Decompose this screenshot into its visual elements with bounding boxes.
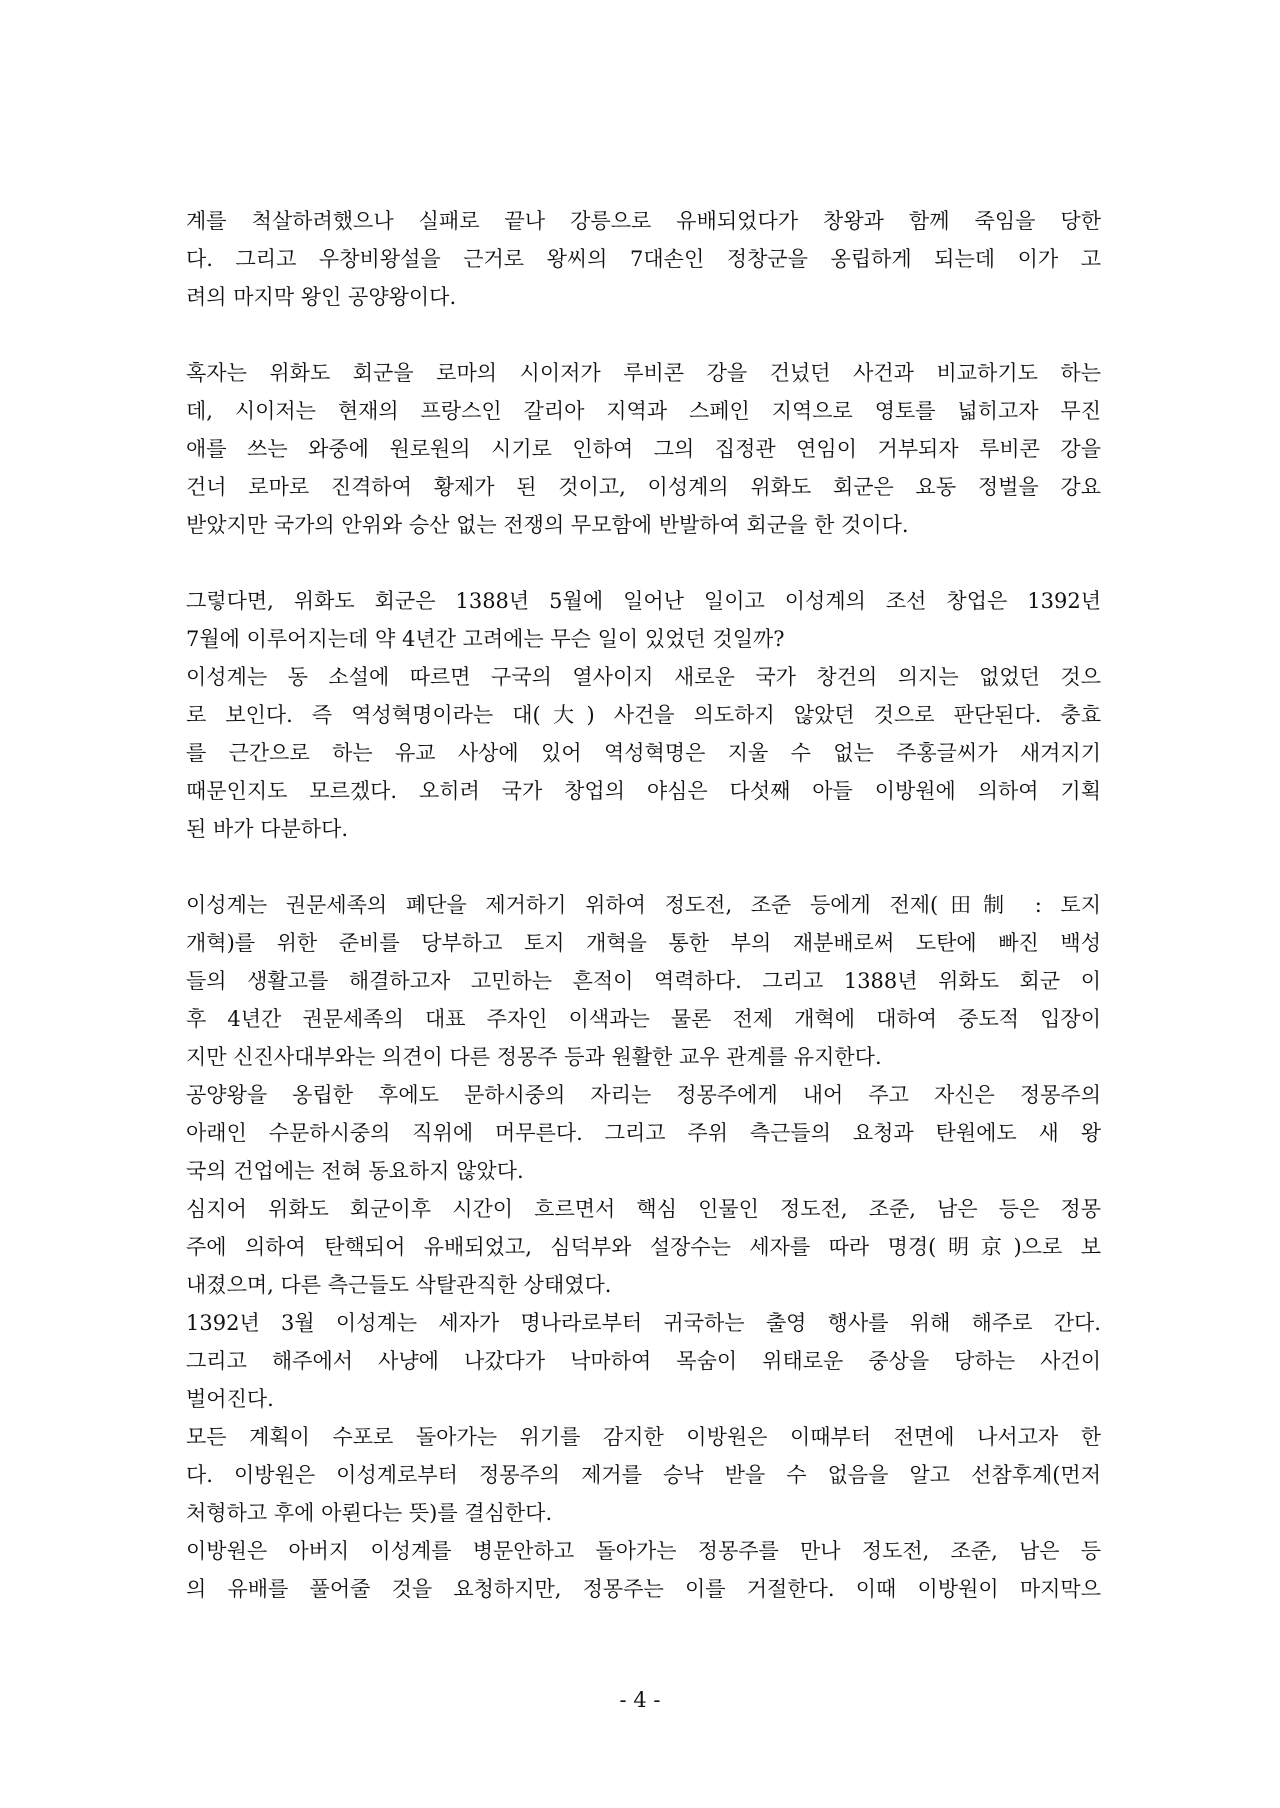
text-line: 후 4년간 권문세족의 대표 주자인 이색과는 물론 전제 개혁에 대하여 중도적 입장이 [186, 1007, 1101, 1031]
text-line: 애를 쓰는 와중에 원로원의 시기로 인하여 그의 집정관 연임이 거부되자 루비콘 강을 [186, 437, 1101, 461]
text-line: 받았지만 국가의 안위와 승산 없는 전쟁의 무모함에 반발하여 회군을 한 것이다. [186, 513, 909, 537]
text-line: 다. 이방원은 이성계로부터 정몽주의 제거를 승낙 받을 수 없음을 알고 선참후계(먼저 [186, 1463, 1101, 1487]
text-line: 주에 의하여 탄핵되어 유배되었고, 심덕부와 설장수는 세자를 따라 명경(明京)으로 보 [186, 1235, 1101, 1259]
paragraph [186, 1076, 1101, 1190]
paragraph-gap [186, 544, 1101, 582]
text-line: 들의 생활고를 해결하고자 고민하는 흔적이 역력하다. 그리고 1388년 위화도 회군 이 [186, 969, 1101, 993]
page-number: - 4 - [619, 1688, 661, 1712]
text-line: 아래인 수문하시중의 직위에 머무른다. 그리고 주위 측근들의 요청과 탄원에도 새 왕 [186, 1121, 1101, 1145]
text-line: 내졌으며, 다른 측근들도 삭탈관직한 상태였다. [186, 1273, 612, 1297]
text-line: 데, 시이저는 현재의 프랑스인 갈리아 지역과 스페인 지역으로 영토를 넓히고자 무진 [186, 399, 1101, 423]
paragraph [186, 886, 1101, 1076]
paragraph [186, 1532, 1101, 1608]
text-line: 때문인지도 모르겠다. 오히려 국가 창업의 야심은 다섯째 아들 이방원에 의하여 기획 [186, 779, 1101, 803]
text-line: 처형하고 후에 아뢴다는 뜻)를 결심한다. [186, 1501, 553, 1525]
paragraph [186, 1304, 1101, 1418]
text-line: 모든 계획이 수포로 돌아가는 위기를 감지한 이방원은 이때부터 전면에 나서고자 한 [186, 1425, 1101, 1449]
text-line: 를 근간으로 하는 유교 사상에 있어 역성혁명은 지울 수 없는 주홍글씨가 새겨지기 [186, 741, 1101, 765]
text-line: 이성계는 동 소설에 따르면 구국의 열사이지 새로운 국가 창건의 의지는 없었던 것으 [186, 665, 1101, 689]
text-line: 그렇다면, 위화도 회군은 1388년 5월에 일어난 일이고 이성계의 조선 창업은 1392년 [186, 589, 1101, 613]
paragraph [186, 354, 1101, 544]
text-line: 7월에 이루어지는데 약 4년간 고려에는 무슨 일이 있었던 것일까? [186, 627, 785, 651]
text-line: 개혁)를 위한 준비를 당부하고 토지 개혁을 통한 부의 재분배로써 도탄에 빠진 백성 [186, 931, 1101, 955]
text-line: 공양왕을 옹립한 후에도 문하시중의 자리는 정몽주에게 내어 주고 자신은 정몽주의 [186, 1083, 1101, 1107]
paragraph [186, 1190, 1101, 1304]
text-line: 다. 그리고 우창비왕설을 근거로 왕씨의 7대손인 정창군을 옹립하게 되는데 이가 고 [186, 247, 1101, 271]
text-line: 지만 신진사대부와는 의견이 다른 정몽주 등과 원활한 교우 관계를 유지한다. [186, 1045, 882, 1069]
text-line: 혹자는 위화도 회군을 로마의 시이저가 루비콘 강을 건넜던 사건과 비교하기도 하는 [186, 361, 1101, 385]
text-line: 로 보인다. 즉 역성혁명이라는 대(大) 사건을 의도하지 않았던 것으로 판단된다. 충효 [186, 703, 1101, 727]
text-line: 려의 마지막 왕인 공양왕이다. [186, 285, 457, 309]
text-line: 계를 척살하려했으나 실패로 끝나 강릉으로 유배되었다가 창왕과 함께 죽임을 당한 [186, 209, 1101, 233]
text-line: 심지어 위화도 회군이후 시간이 흐르면서 핵심 인물인 정도전, 조준, 남은 등은 정몽 [186, 1197, 1101, 1221]
text-line: 1392년 3월 이성계는 세자가 명나라로부터 귀국하는 출영 행사를 위해 해주로 간다. [186, 1311, 1101, 1335]
text-line: 이성계는 권문세족의 폐단을 제거하기 위하여 정도전, 조준 등에게 전제(田制 : 토지 [186, 893, 1101, 917]
text-line: 벌어진다. [186, 1387, 274, 1411]
text-line: 국의 건업에는 전혀 동요하지 않았다. [186, 1159, 524, 1183]
paragraph [186, 582, 1101, 658]
text-line: 의 유배를 풀어줄 것을 요청하지만, 정몽주는 이를 거절한다. 이때 이방원이 마지막으 [186, 1577, 1101, 1601]
paragraph-gap [186, 316, 1101, 354]
paragraph [186, 202, 1101, 316]
text-line: 이방원은 아버지 이성계를 병문안하고 돌아가는 정몽주를 만나 정도전, 조준, 남은 등 [186, 1539, 1101, 1563]
paragraph-gap [186, 848, 1101, 886]
paragraph [186, 1418, 1101, 1532]
paragraph [186, 658, 1101, 848]
text-line: 된 바가 다분하다. [186, 817, 349, 841]
text-line: 그리고 해주에서 사냥에 나갔다가 낙마하여 목숨이 위태로운 중상을 당하는 사건이 [186, 1349, 1101, 1373]
body-text [186, 202, 1101, 1608]
text-line: 건너 로마로 진격하여 황제가 된 것이고, 이성계의 위화도 회군은 요동 정벌을 강요 [186, 475, 1101, 499]
